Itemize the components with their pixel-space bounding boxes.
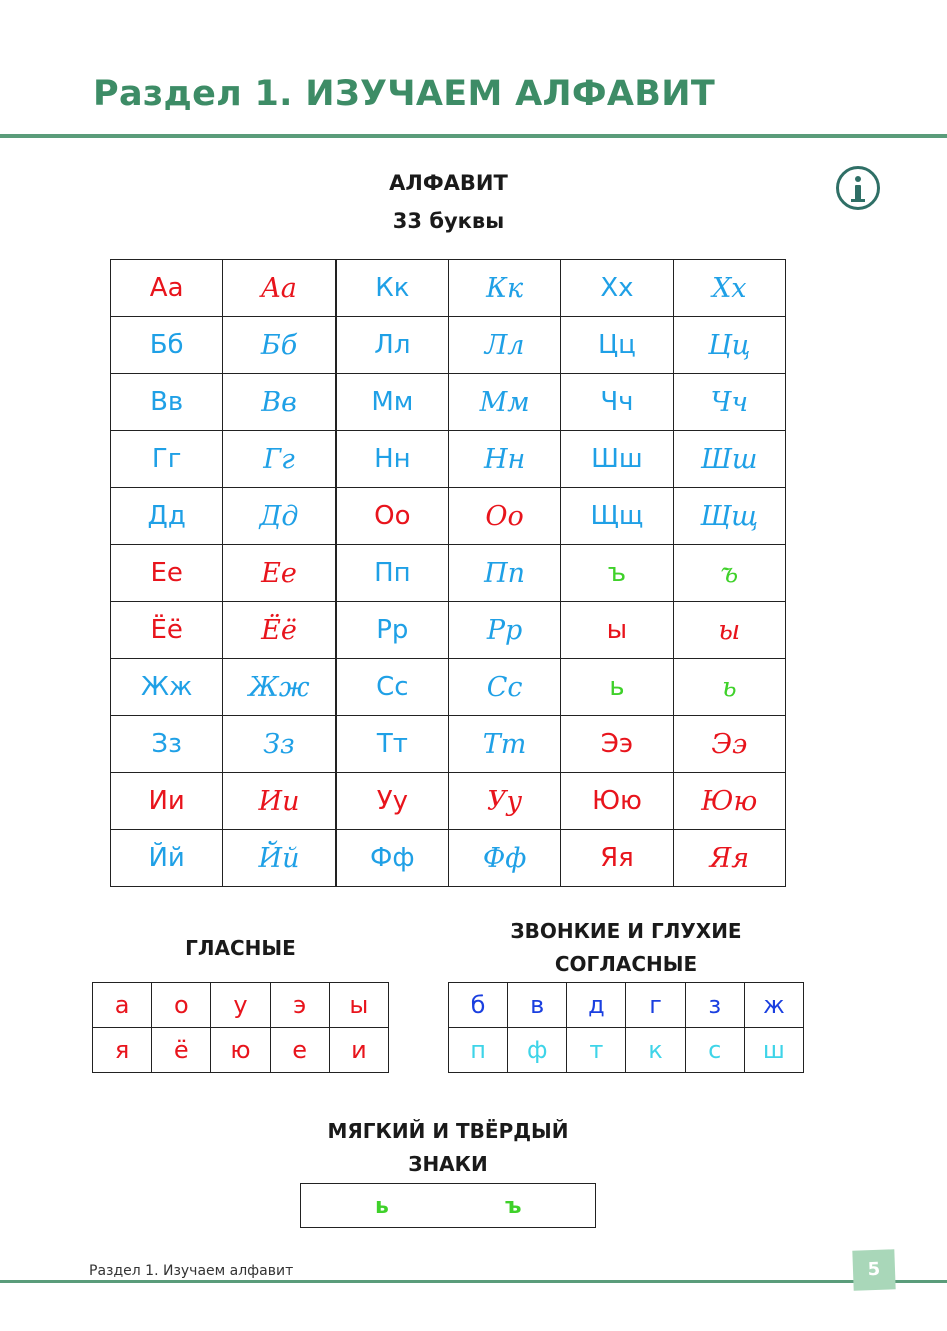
letter-printed: Зз bbox=[111, 716, 223, 773]
letter-handwritten: Уу bbox=[448, 773, 560, 830]
letter-printed: Оо bbox=[336, 488, 449, 545]
vowel-cell: е bbox=[270, 1028, 329, 1073]
letter-handwritten: Щщ bbox=[673, 488, 785, 545]
letter-handwritten: Шш bbox=[673, 431, 785, 488]
letter-handwritten: Тт bbox=[448, 716, 560, 773]
letter-handwritten: Яя bbox=[673, 830, 785, 887]
letter-handwritten: Пп bbox=[448, 545, 560, 602]
consonants-row-voiced bbox=[449, 983, 804, 1028]
section-title: Раздел 1. ИЗУЧАЕМ АЛФАВИТ bbox=[93, 74, 715, 114]
consonant-cell-voiced: г bbox=[626, 983, 685, 1028]
letter-printed: ы bbox=[561, 602, 673, 659]
letter-handwritten: Юю bbox=[673, 773, 785, 830]
consonant-cell-voiceless: т bbox=[567, 1028, 626, 1073]
letter-handwritten: Чч bbox=[673, 374, 785, 431]
letter-printed: Кк bbox=[336, 260, 449, 317]
header-divider bbox=[0, 134, 947, 138]
letter-handwritten: Фф bbox=[448, 830, 560, 887]
letter-printed: Жж bbox=[111, 659, 223, 716]
vowel-cell: у bbox=[211, 983, 270, 1028]
alphabet-table bbox=[110, 259, 786, 887]
letter-printed: Шш bbox=[561, 431, 673, 488]
hard-sign: ъ bbox=[505, 1194, 522, 1219]
letter-printed: Бб bbox=[111, 317, 223, 374]
letter-handwritten: Сс bbox=[448, 659, 560, 716]
vowels-title: ГЛАСНЫЕ bbox=[185, 936, 296, 960]
letter-handwritten: Вв bbox=[223, 374, 336, 431]
alphabet-row bbox=[111, 431, 786, 488]
alphabet-letter-count: 33 буквы bbox=[392, 209, 505, 233]
alphabet-row bbox=[111, 716, 786, 773]
letter-handwritten: Ее bbox=[223, 545, 336, 602]
signs-box bbox=[300, 1183, 596, 1228]
vowel-cell: э bbox=[270, 983, 329, 1028]
letter-printed: Пп bbox=[336, 545, 449, 602]
vowel-cell: и bbox=[329, 1028, 388, 1073]
letter-handwritten: Жж bbox=[223, 659, 336, 716]
letter-printed: Дд bbox=[111, 488, 223, 545]
letter-handwritten: Гг bbox=[223, 431, 336, 488]
consonants-title-line1: ЗВОНКИЕ И ГЛУХИЕ bbox=[510, 919, 742, 943]
letter-printed: Ёё bbox=[111, 602, 223, 659]
letter-handwritten: Цц bbox=[673, 317, 785, 374]
consonant-cell-voiceless: п bbox=[449, 1028, 508, 1073]
letter-printed: Ее bbox=[111, 545, 223, 602]
alphabet-row bbox=[111, 260, 786, 317]
letter-handwritten: Мм bbox=[448, 374, 560, 431]
letter-handwritten: Aa bbox=[223, 260, 336, 317]
letter-printed: Гг bbox=[111, 431, 223, 488]
letter-printed: ъ bbox=[561, 545, 673, 602]
signs-title-line1: МЯГКИЙ И ТВЁРДЫЙ bbox=[327, 1119, 569, 1143]
vowels-row bbox=[93, 1028, 389, 1073]
alphabet-row bbox=[111, 602, 786, 659]
letter-printed: Цц bbox=[561, 317, 673, 374]
letter-handwritten: ъ bbox=[673, 545, 785, 602]
letter-handwritten: ы bbox=[673, 602, 785, 659]
letter-printed: Щщ bbox=[561, 488, 673, 545]
letter-handwritten: Оо bbox=[448, 488, 560, 545]
letter-printed: Сс bbox=[336, 659, 449, 716]
letter-handwritten: Дд bbox=[223, 488, 336, 545]
vowel-cell: ю bbox=[211, 1028, 270, 1073]
letter-printed: Чч bbox=[561, 374, 673, 431]
letter-handwritten: ь bbox=[673, 659, 785, 716]
signs-title bbox=[300, 1115, 596, 1181]
consonants-table bbox=[448, 982, 804, 1073]
footer-section-name: Раздел 1. Изучаем алфавит bbox=[89, 1263, 294, 1279]
signs-title-line2: ЗНАКИ bbox=[408, 1152, 488, 1176]
letter-printed: Юю bbox=[561, 773, 673, 830]
letter-printed: ь bbox=[561, 659, 673, 716]
alphabet-row bbox=[111, 830, 786, 887]
letter-handwritten: Рр bbox=[448, 602, 560, 659]
alphabet-row bbox=[111, 545, 786, 602]
consonant-cell-voiced: з bbox=[685, 983, 744, 1028]
vowel-cell: а bbox=[93, 983, 152, 1028]
letter-printed: Вв bbox=[111, 374, 223, 431]
vowel-cell: ы bbox=[329, 983, 388, 1028]
vowel-cell: я bbox=[93, 1028, 152, 1073]
consonant-cell-voiceless: с bbox=[685, 1028, 744, 1073]
vowels-row bbox=[93, 983, 389, 1028]
letter-printed: Тт bbox=[336, 716, 449, 773]
alphabet-row bbox=[111, 317, 786, 374]
letter-handwritten: Бб bbox=[223, 317, 336, 374]
soft-sign: ь bbox=[375, 1194, 389, 1219]
consonant-cell-voiced: д bbox=[567, 983, 626, 1028]
letter-handwritten: Лл bbox=[448, 317, 560, 374]
consonants-title-line2: СОГЛАСНЫЕ bbox=[554, 952, 698, 976]
consonant-cell-voiced: б bbox=[449, 983, 508, 1028]
letter-printed: Нн bbox=[336, 431, 449, 488]
consonants-title bbox=[448, 915, 804, 981]
letter-printed: Ээ bbox=[561, 716, 673, 773]
letter-printed: Фф bbox=[336, 830, 449, 887]
letter-printed: Ии bbox=[111, 773, 223, 830]
letter-handwritten: Кк bbox=[448, 260, 560, 317]
letter-printed: Аа bbox=[111, 260, 223, 317]
alphabet-row bbox=[111, 488, 786, 545]
letter-printed: Уу bbox=[336, 773, 449, 830]
consonant-cell-voiceless: ф bbox=[508, 1028, 567, 1073]
letter-handwritten: Ээ bbox=[673, 716, 785, 773]
letter-printed: Мм bbox=[336, 374, 449, 431]
letter-handwritten: Хх bbox=[673, 260, 785, 317]
vowel-cell: ё bbox=[152, 1028, 211, 1073]
letter-handwritten: Ёё bbox=[223, 602, 336, 659]
alphabet-title: АЛФАВИТ bbox=[389, 171, 508, 195]
letter-printed: Яя bbox=[561, 830, 673, 887]
alphabet-row bbox=[111, 773, 786, 830]
consonants-row-voiceless bbox=[449, 1028, 804, 1073]
consonant-cell-voiced: в bbox=[508, 983, 567, 1028]
footer-divider bbox=[0, 1280, 947, 1283]
consonant-cell-voiceless: к bbox=[626, 1028, 685, 1073]
letter-handwritten: Йй bbox=[223, 830, 336, 887]
page-number: 5 bbox=[852, 1249, 895, 1290]
letter-handwritten: Нн bbox=[448, 431, 560, 488]
letter-printed: Йй bbox=[111, 830, 223, 887]
letter-printed: Лл bbox=[336, 317, 449, 374]
consonant-cell-voiced: ж bbox=[744, 983, 803, 1028]
vowels-table bbox=[92, 982, 389, 1073]
letter-handwritten: Ии bbox=[223, 773, 336, 830]
letter-printed: Хх bbox=[561, 260, 673, 317]
alphabet-row bbox=[111, 374, 786, 431]
alphabet-row bbox=[111, 659, 786, 716]
consonant-cell-voiceless: ш bbox=[744, 1028, 803, 1073]
vowel-cell: о bbox=[152, 983, 211, 1028]
letter-handwritten: Зз bbox=[223, 716, 336, 773]
letter-printed: Рр bbox=[336, 602, 449, 659]
